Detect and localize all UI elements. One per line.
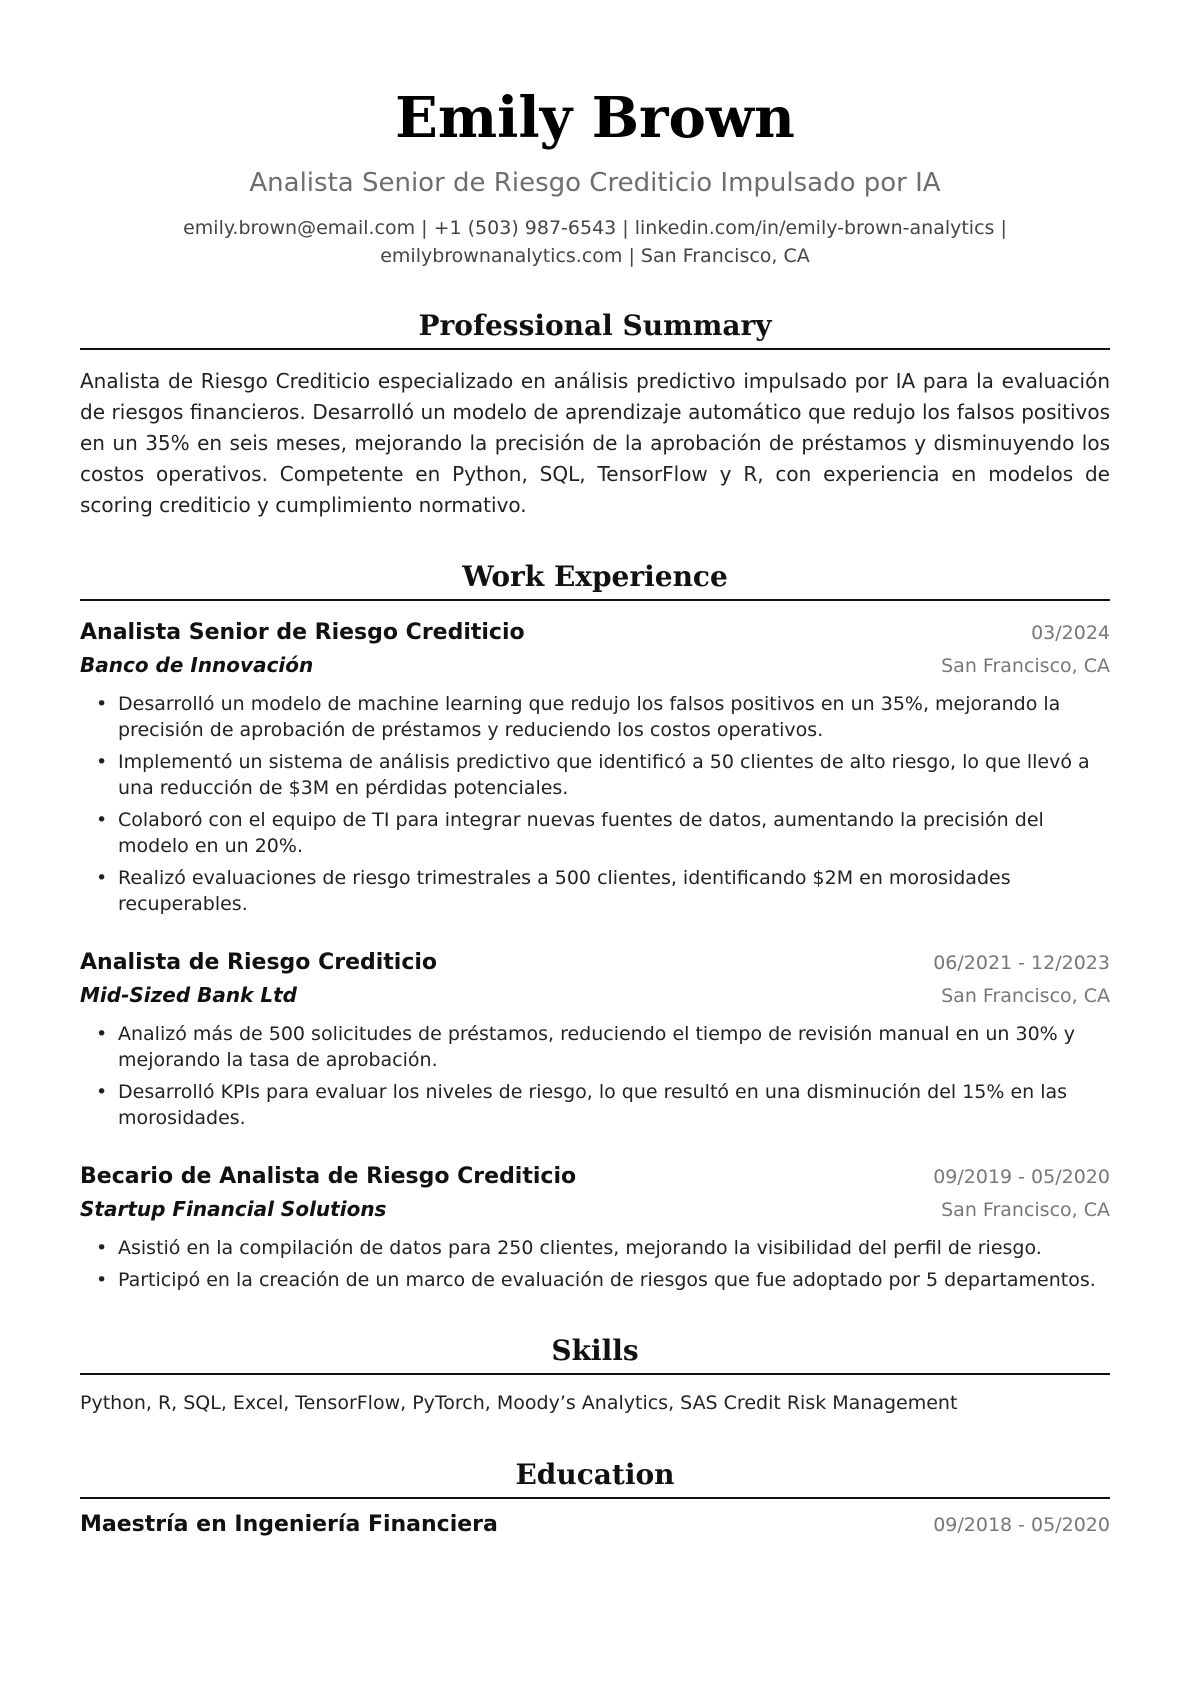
job-bullet: • Participó en la creación de un marco de evaluación de riesgos que fue adoptado por 5 departamentos.	[118, 1267, 1110, 1293]
work-experience-heading: Work Experience	[80, 559, 1110, 601]
job-date: 09/2019 - 05/2020	[933, 1166, 1110, 1188]
contact-info	[80, 214, 1110, 270]
job-bullets	[80, 1021, 1110, 1131]
job-location: San Francisco, CA	[941, 985, 1110, 1007]
candidate-name: Emily Brown	[395, 85, 795, 151]
job-bullets	[80, 1235, 1110, 1293]
summary-section	[80, 308, 1110, 521]
job-bullet: • Desarrolló KPIs para evaluar los niveles de riesgo, lo que resultó en una disminución del 15% en las morosidades.	[118, 1079, 1110, 1131]
contact-line-1: emily.brown@email.com | +1 (503) 987-6543 | linkedin.com/in/emily-brown-analytics |	[183, 217, 1007, 239]
education-degree: Maestría en Ingeniería Financiera	[80, 1512, 498, 1537]
job-date: 03/2024	[1031, 622, 1110, 644]
job-company: Banco de Innovación	[80, 653, 314, 677]
job-title: Becario de Analista de Riesgo Crediticio	[80, 1164, 577, 1189]
job-company: Mid-Sized Bank Ltd	[80, 983, 297, 1007]
job-entry	[80, 1161, 1110, 1293]
resume-header	[80, 0, 1110, 270]
job-title: Analista de Riesgo Crediticio	[80, 950, 438, 975]
job-bullet: • Colaboró con el equipo de TI para integrar nuevas fuentes de datos, aumentando la precisión del modelo en un 20%.	[118, 807, 1110, 859]
skills-list: Python, R, SQL, Excel, TensorFlow, PyTorch, Moody’s Analytics, SAS Credit Risk Management	[80, 1392, 958, 1414]
candidate-title: Analista Senior de Riesgo Crediticio Impulsado por IA	[249, 168, 941, 198]
job-entry	[80, 947, 1110, 1131]
job-entry	[80, 617, 1110, 917]
job-location: San Francisco, CA	[941, 1199, 1110, 1221]
education-section	[80, 1457, 1110, 1541]
education-date: 09/2018 - 05/2020	[933, 1514, 1110, 1536]
skills-heading: Skills	[80, 1333, 1110, 1375]
job-bullets	[80, 691, 1110, 917]
job-title: Analista Senior de Riesgo Crediticio	[80, 620, 525, 645]
job-bullet: • Desarrolló un modelo de machine learning que redujo los falsos positivos en un 35%, mejorando la precisión de aprobación de préstamos y reduciendo los costos operativos.	[118, 691, 1110, 743]
education-heading: Education	[80, 1457, 1110, 1499]
skills-section	[80, 1333, 1110, 1417]
work-experience-section	[80, 559, 1110, 1293]
job-bullet: • Realizó evaluaciones de riesgo trimestrales a 500 clientes, identificando $2M en morosidades recuperables.	[118, 865, 1110, 917]
summary-text: Analista de Riesgo Crediticio especializado en análisis predictivo impulsado por IA para la evaluación de riesgos financieros. Desarrolló un modelo de aprendizaje automático que redujo los falsos positivos en un 35% en seis meses, mejorando la precisión de la aprobación de préstamos y disminuyendo los costos operativos. Competente en Python, SQL, TensorFlow y R, con experiencia en modelos de scoring crediticio y cumplimiento normativo.	[80, 369, 1110, 517]
job-bullet: • Asistió en la compilación de datos para 250 clientes, mejorando la visibilidad del perfil de riesgo.	[118, 1235, 1110, 1261]
job-date: 06/2021 - 12/2023	[933, 952, 1110, 974]
job-company: Startup Financial Solutions	[80, 1197, 387, 1221]
summary-heading: Professional Summary	[80, 308, 1110, 350]
job-bullet: • Analizó más de 500 solicitudes de préstamos, reduciendo el tiempo de revisión manual en un 30% y mejorando la tasa de aprobación.	[118, 1021, 1110, 1073]
job-bullet: • Implementó un sistema de análisis predictivo que identificó a 50 clientes de alto riesgo, lo que llevó a una reducción de $3M en pérdidas potenciales.	[118, 749, 1110, 801]
job-location: San Francisco, CA	[941, 655, 1110, 677]
contact-line-2: emilybrownanalytics.com | San Francisco, CA	[380, 245, 810, 267]
